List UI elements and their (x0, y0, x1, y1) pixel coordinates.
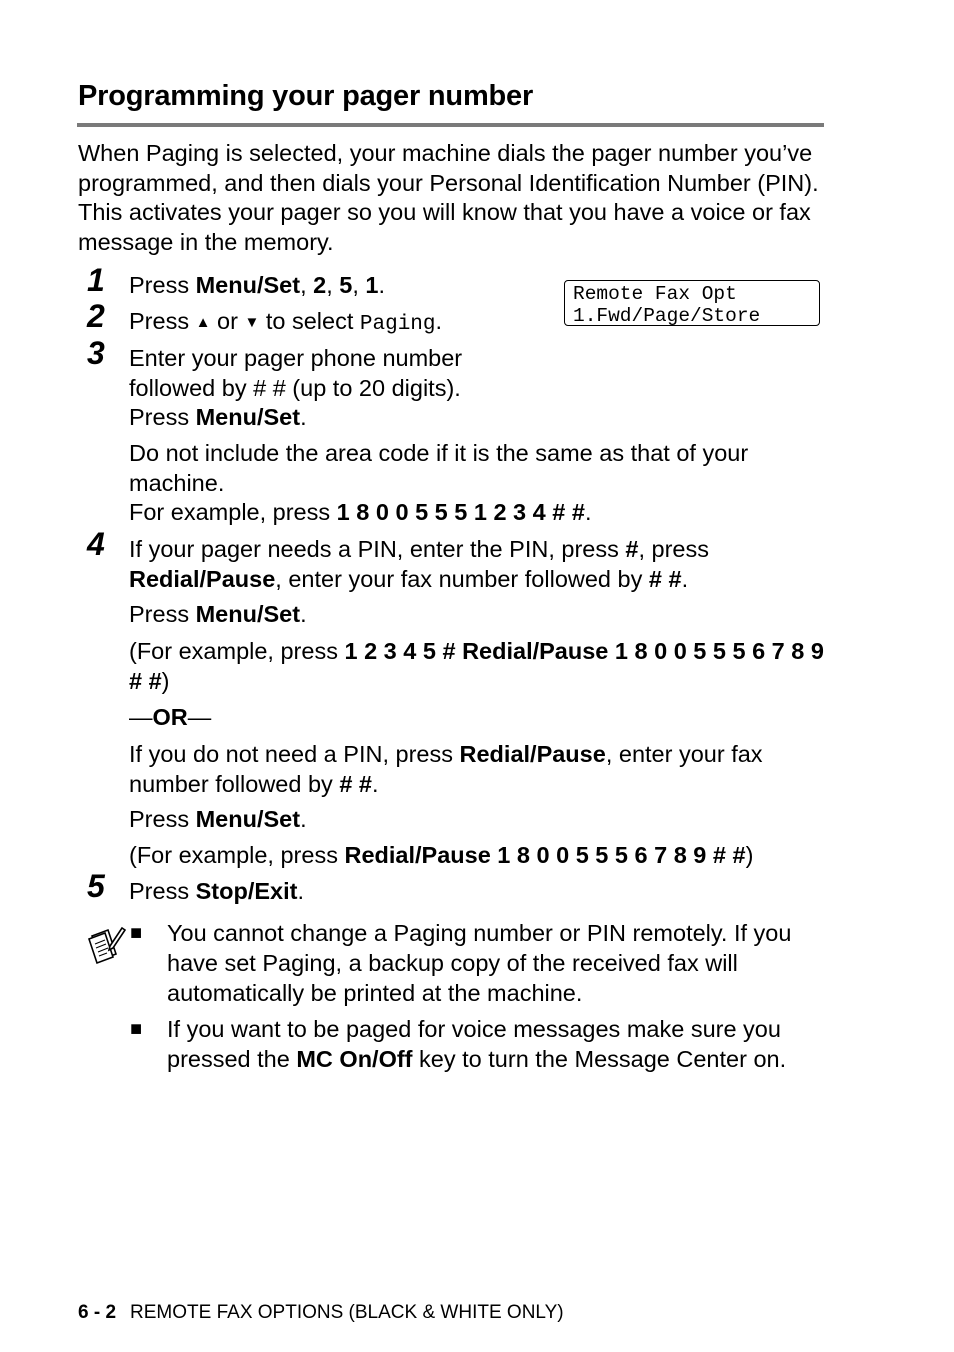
page-footer (78, 1302, 564, 1324)
step-number-4: 4 (87, 526, 105, 562)
down-arrow-icon: ▼ (244, 314, 260, 331)
step-4-example-2: (For example, press Redial/Pause 1 8 0 0 5 5 5 6 7 8 9 # #) (129, 842, 754, 868)
step-4-text: If your pager needs a PIN, enter the PIN, press #, press Redial/Pause, enter your fax number followed by # #. (129, 536, 709, 592)
step-number-2: 2 (87, 298, 105, 334)
lcd-line-2: 1.Fwd/Page/Store (573, 305, 761, 327)
note-1: You cannot change a Paging number or PIN remotely. If you have set Paging, a backup copy of the received fax will automatically be printed at the machine. (167, 920, 792, 1006)
lcd-paging-text: Paging (359, 313, 436, 336)
step-4-no-pin: If you do not need a PIN, press Redial/Pause, enter your fax number followed by # #. (129, 741, 763, 797)
title-rule (77, 123, 824, 127)
intro-paragraph: When Paging is selected, your machine dials the pager number you’ve programmed, and then dials your Personal Identification Number (PIN). This activates your pager so you will know that you have a voice or fax message in the memory. (78, 140, 819, 255)
note-bullet-2: ■ (130, 1018, 143, 1040)
or-separator: —OR— (129, 704, 212, 730)
step-4-press-menu-2: Press Menu/Set. (129, 806, 307, 832)
note-bullet-1: ■ (130, 922, 143, 944)
page-title: Programming your pager number (78, 80, 534, 112)
step-number-1: 1 (87, 262, 105, 298)
step-3-note: Do not include the area code if it is the same as that of your machine. For example, press 1 8 0 0 5 5 5 1 2 3 4 # #. (129, 440, 749, 525)
note-2: If you want to be paged for voice messages make sure you pressed the MC On/Off key to turn the Message Center on. (167, 1016, 787, 1072)
step-2-text: Press ▲ or ▼ to select Paging. (129, 308, 443, 336)
lcd-line-1: Remote Fax Opt (573, 283, 737, 305)
step-number-3: 3 (87, 335, 105, 371)
step-number-5: 5 (87, 868, 105, 904)
step-4-example: (For example, press 1 2 3 4 5 # Redial/Pause 1 8 0 0 5 5 5 6 7 8 9 # #) (129, 638, 824, 694)
page-number: 6 - 2 (78, 1302, 117, 1323)
step-1-text: Press Menu/Set, 2, 5, 1. (129, 272, 386, 298)
up-arrow-icon: ▲ (195, 314, 211, 331)
step-5-text: Press Stop/Exit. (129, 878, 304, 904)
footer-section: REMOTE FAX OPTIONS (BLACK & WHITE ONLY) (130, 1302, 564, 1323)
step-3-text: Enter your pager phone number followed by # # (up to 20 digits). Press Menu/Set. (129, 345, 463, 430)
note-pad-icon (86, 924, 126, 966)
step-4-press-menu: Press Menu/Set. (129, 601, 307, 627)
